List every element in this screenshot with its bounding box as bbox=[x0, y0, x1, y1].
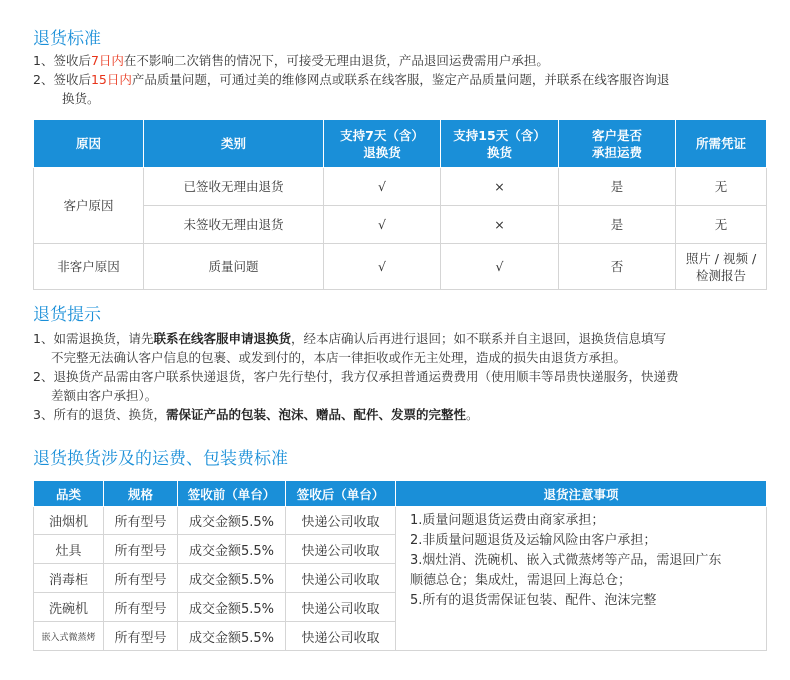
highlight-7-days: 7日内 bbox=[90, 53, 124, 68]
tip-2: 2、退换货产品需由客户联系快递退货，客户先行垫付，我方仅承担普通运费费用（使用顺丰等昂贵快递服务，快递费 bbox=[33, 369, 679, 384]
tip-2-cont: 差额由客户承担）。 bbox=[51, 388, 158, 403]
table-header-row: 品类 规格 签收前（单台） 签收后（单台） 退货注意事项 bbox=[34, 481, 767, 507]
return-rule-1: 1、签收后7日内在不影响二次销售的情况下，可接受无理由退货，产品退回运费需用户承担。 bbox=[33, 53, 549, 68]
table-row: 油烟机 所有型号 成交金额5.5% 快递公司收取 1.质量问题退货运费由商家承担； 2.非质量问题退货及运输风险由客户承担； 3.烟灶消、洗碗机、嵌入式微蒸烤等产品，需退回广东 顺德总仓；集成灶，需退回上海总仓； 5.所有的退货需保证包装、配件、泡沫完整 bbox=[34, 507, 767, 535]
header-shipping: 客户是否 承担运费 bbox=[559, 120, 676, 168]
return-policy-table bbox=[33, 119, 767, 290]
tip-3: 3、所有的退货、换货，需保证产品的包装、泡沫、赠品、配件、发票的完整性。 bbox=[33, 407, 479, 422]
return-rule-2-cont: 换货。 bbox=[62, 91, 100, 106]
header-proof: 所需凭证 bbox=[676, 120, 767, 168]
table-header-row bbox=[34, 120, 767, 168]
fee-standard-table bbox=[33, 480, 767, 651]
header-7day: 支持7天（含） 退换货 bbox=[324, 120, 441, 168]
cell-customer-reason: 客户原因 bbox=[34, 168, 144, 244]
tip-1: 1、如需退换货，请先联系在线客服申请退换货，经本店确认后再进行退回；如不联系并自主退回，退换货信息填写 bbox=[33, 331, 666, 346]
table-row: 未签收无理由退货 √ × 是 无 bbox=[34, 206, 767, 244]
return-rule-2: 2、签收后15日内产品质量问题，可通过美的维修网点或联系在线客服，鉴定产品质量问题，并联系在线客服咨询退 bbox=[33, 72, 670, 87]
header-15day: 支持15天（含） 换货 bbox=[441, 120, 559, 168]
section-title-fee-standard: 退货换货涉及的运费、包装费标准 bbox=[33, 449, 288, 469]
table-row: 灶具 所有型号 成交金额5.5% 快递公司收取 bbox=[34, 535, 767, 564]
header-category: 类别 bbox=[144, 120, 324, 168]
table-row: 客户原因 已签收无理由退货 √ × 是 无 bbox=[34, 168, 767, 206]
table-row: 消毒柜 所有型号 成交金额5.5% 快递公司收取 bbox=[34, 564, 767, 593]
highlight-15-days: 15日内 bbox=[90, 72, 132, 87]
header-reason: 原因 bbox=[34, 120, 144, 168]
return-notes: 1.质量问题退货运费由商家承担； 2.非质量问题退货及运输风险由客户承担； 3.烟灶消、洗碗机、嵌入式微蒸烤等产品，需退回广东 顺德总仓；集成灶，需退回上海总仓； 5.所有的退货需保证包装、配件、泡沫完整 bbox=[396, 507, 767, 651]
section-title-return-standard: 退货标准 bbox=[33, 29, 101, 49]
table-row: 非客户原因 质量问题 √ √ 否 照片 / 视频 / 检测报告 bbox=[34, 244, 767, 290]
table-row: 洗碗机 所有型号 成交金额5.5% 快递公司收取 bbox=[34, 593, 767, 622]
table-row: 嵌入式微蒸烤 所有型号 成交金额5.5% 快递公司收取 bbox=[34, 622, 767, 651]
tip-1-cont: 不完整无法确认客户信息的包裹、或发到付的，本店一律拒收或作无主处理，造成的损失由退货方承担。 bbox=[51, 350, 627, 365]
section-title-return-tips: 退货提示 bbox=[33, 305, 101, 325]
